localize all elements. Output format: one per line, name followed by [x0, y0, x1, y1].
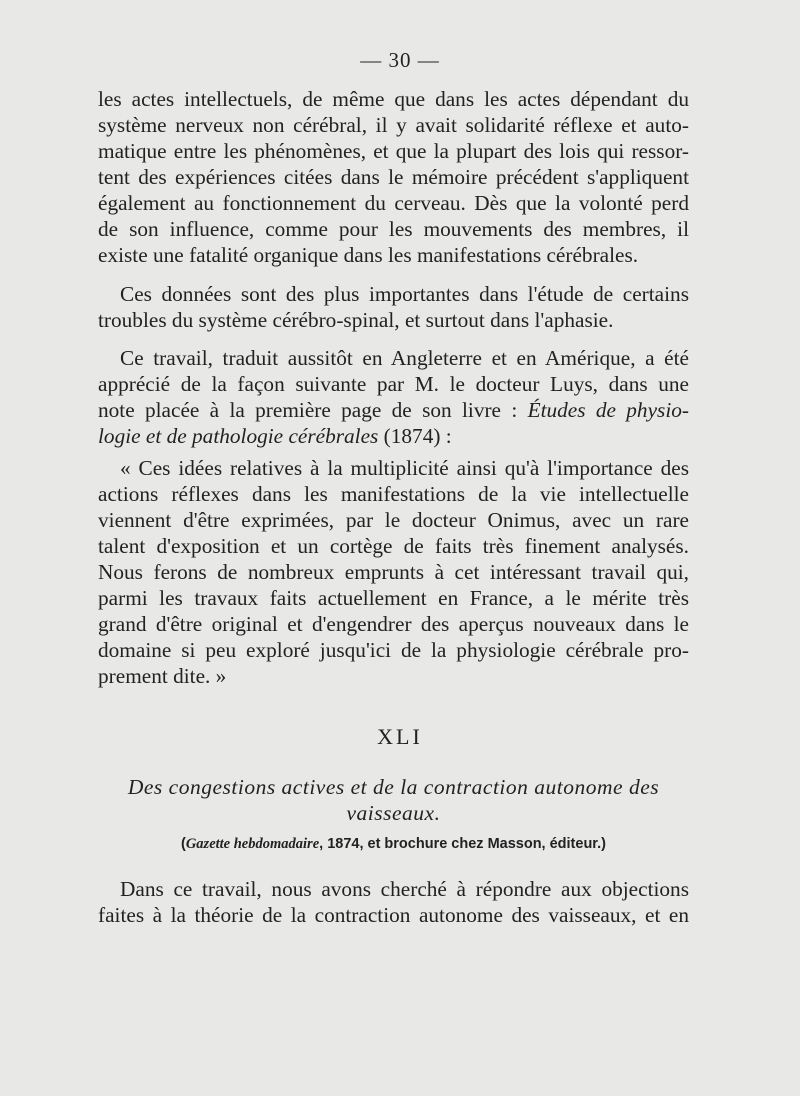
text-line — [98, 423, 689, 449]
section-number: XLI — [377, 724, 423, 749]
text-line: faites à la théorie de la contraction autonome des vaisseaux, et en — [98, 903, 689, 927]
section-title — [98, 774, 689, 826]
text-line: les actes intellectuels, de même que dans les actes dépendant du — [98, 87, 689, 111]
text-line: viennent d'être exprimées, par le docteur Onimus, avec un rare — [98, 508, 689, 532]
text-line: apprécié de la façon suivante par M. le docteur Luys, dans une — [98, 372, 689, 396]
text-line: troubles du système cérébro-spinal, et surtout dans l'aphasie. — [98, 308, 614, 332]
text-line: Ces données sont des plus importantes dans l'étude de certains — [120, 282, 689, 306]
text-line: Ce travail, traduit aussitôt en Angleterre et en Amérique, a été — [120, 346, 689, 370]
book-title-segment: logie et de pathologie cérébrales — [98, 424, 379, 448]
text-line: Nous ferons de nombreux emprunts à cet intéressant travail qui, — [98, 560, 689, 584]
book-title-segment: Études de physio- — [527, 398, 689, 422]
quotation-paragraph — [98, 455, 689, 689]
source-open: ( — [180, 836, 186, 852]
text-segment: note placée à la première page de son livre : — [98, 398, 528, 422]
text-line: existe une fatalité organique dans les manifestations cérébrales. — [98, 243, 639, 267]
page-number: — 30 — — [360, 48, 440, 72]
text-line: système nerveux non cérébral, il y avait solidarité réflexe et auto- — [98, 113, 689, 137]
text-segment: (1874) : — [378, 424, 452, 448]
text-line: tent des expériences citées dans le mémoire précédent s'appliquent — [98, 165, 689, 189]
text-line: également au fonctionnement du cerveau. Dès que la volonté perd — [98, 191, 689, 215]
paragraph-5 — [98, 876, 689, 928]
paragraph-3 — [98, 345, 689, 449]
text-line: parmi les travaux faits actuellement en France, a le mérite très — [98, 586, 689, 610]
paragraph-1 — [98, 86, 689, 268]
text-line: prement dite. » — [98, 664, 227, 688]
source-journal: Gazette hebdomadaire — [185, 836, 320, 852]
text-line: matique entre les phénomènes, et que la plupart des lois qui ressor- — [98, 139, 689, 163]
text-line: talent d'exposition et un cortège de faits très finement analysés. — [98, 534, 689, 558]
section-source — [98, 836, 689, 853]
paragraph-2 — [98, 281, 689, 333]
text-line: Dans ce travail, nous avons cherché à répondre aux objections — [120, 877, 689, 901]
source-details: , 1874, et brochure chez Masson, éditeur.) — [319, 836, 607, 852]
text-line — [98, 397, 689, 423]
text-line: de son influence, comme pour les mouvements des membres, il — [98, 217, 689, 241]
text-line: grand d'être original et d'engendrer des aperçus nouveaux dans le — [98, 612, 689, 636]
text-line: domaine si peu exploré jusqu'ici de la physiologie cérébrale pro- — [98, 638, 689, 662]
text-line: « Ces idées relatives à la multiplicité ainsi qu'à l'importance des — [120, 456, 689, 480]
text-line: actions réflexes dans les manifestations de la vie intellectuelle — [98, 482, 689, 506]
section-title-line: vaisseaux. — [346, 801, 441, 825]
section-title-line: Des congestions actives et de la contraction autonome des — [127, 775, 660, 799]
